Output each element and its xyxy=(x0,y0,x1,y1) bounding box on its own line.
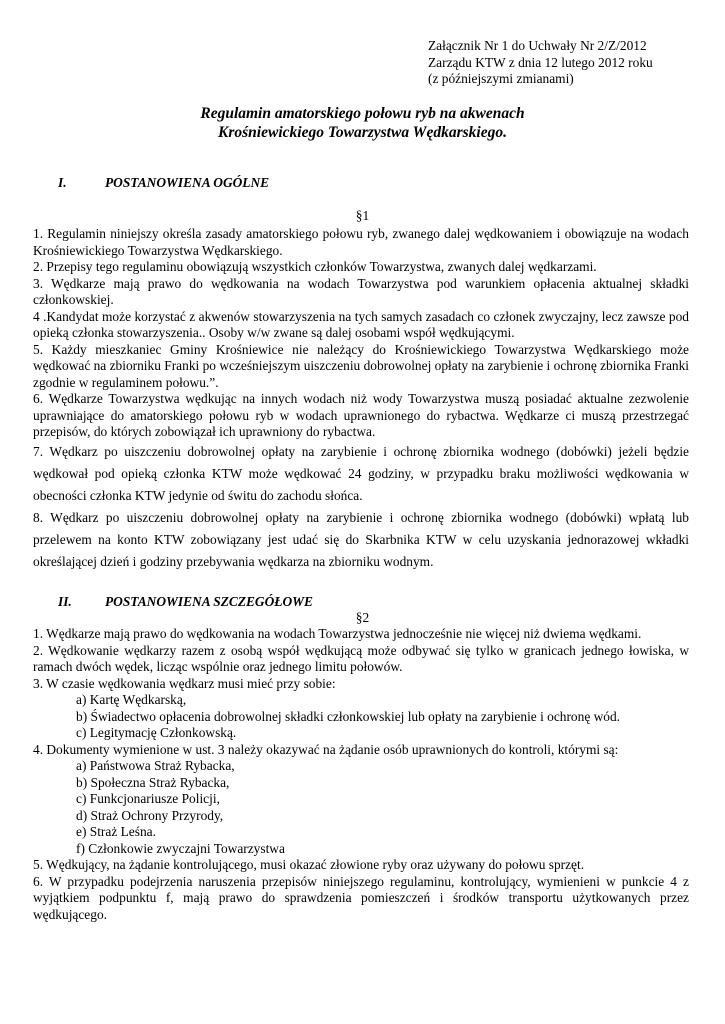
section-title: POSTANOWIENA SZCZEGÓŁOWE xyxy=(105,594,313,609)
list-item: 1. Wędkarze mają prawo do wędkowania na wodach Towarzystwa jednocześnie nie więcej niż dwiema wędkami. xyxy=(33,626,642,641)
sub-list-item: a) Kartę Wędkarską, xyxy=(76,692,187,707)
sub-list-item: a) Państwowa Straż Rybacka, xyxy=(76,758,235,773)
list-item: 4. Dokumenty wymienione w ust. 3 należy okazywać na żądanie osób uprawnionych do kontroli, którymi są: xyxy=(33,741,619,757)
section-heading-general xyxy=(58,175,269,191)
list-item: 6. Wędkarze Towarzystwa wędkując na innych wodach niż wody Towarzystwa muszą posiadać aktualne zezwolenie uprawniające do amatorskiego połowu ryb w wodach uprawnionego do rybactwa. Wędkarze ci muszą przestrzegać przepisów, do których zobowiązał ich uprawniony do rybactwa. xyxy=(33,391,689,439)
list-item: 5. Każdy mieszkaniec Gminy Krośniewice nie należący do Krośniewickiego Towarzystwa Wędkarskiego może wędkować na zbiorniku Franki po wcześniejszym uiszczeniu dobrowolnej opłaty na zarybienie i ochronę zbiornika Franki zgodnie w regulaminem połowu.”. xyxy=(33,341,689,390)
list-item: 2. Przepisy tego regulaminu obowiązują wszystkich członków Towarzystwa, zwanych dalej wędkarzami. xyxy=(33,259,597,274)
attachment-line: (z późniejszymi zmianami) xyxy=(428,71,574,86)
sub-list-item: b) Świadectwo opłacenia dobrowolnej składki członkowskiej lub opłaty na zarybienie i ochronę wód. xyxy=(76,708,621,724)
paragraph-mark: §1 xyxy=(355,208,370,223)
document-title xyxy=(0,105,725,142)
attachment-line: Załącznik Nr 1 do Uchwały Nr 2/Z/2012 xyxy=(428,38,647,53)
section-number: I. xyxy=(58,175,67,190)
section-number: II. xyxy=(58,594,72,609)
list-item: 3. Wędkarze mają prawo do wędkowania na wodach Towarzystwa pod warunkiem opłacenia aktualnej składki członkowskiej. xyxy=(33,275,689,307)
attachment-note xyxy=(428,38,653,88)
sub-list-item: d) Straż Ochrony Przyrody, xyxy=(76,807,224,823)
list-item: 1. Regulamin niniejszy określa zasady amatorskiego połowu ryb, zwanego dalej wędkowaniem i obowiązuje na wodach Krośniewickiego Towarzystwa Wędkarskiego. xyxy=(33,226,689,258)
list-item: 8. Wędkarz po uiszczeniu dobrowolnej opłaty na zarybienie i ochronę zbiornika wodnego (dobówki) wpłatą lub przelewem na konto KTW zobowiązany jest udać się do Skarbnika KTW w celu uzyskania jednorazowej wkładki określającej dzień i godziny przebywania wędkarza na zbiorniku wodnym. xyxy=(33,509,689,569)
section-general-body xyxy=(33,226,689,573)
list-item: 4 .Kandydat może korzystać z akwenów stowarzyszenia na tych samych zasadach co członek zwyczajny, lecz zawsze pod opieką członka stowarzyszenia.. Osoby w/w zwane są dalej osobami współ wędkującymi. xyxy=(33,308,689,340)
list-item: 5. Wędkujący, na żądanie kontrolującego, musi okazać złowione ryby oraz używany do połowu sprzęt. xyxy=(33,857,585,872)
list-item: 3. W czasie wędkowania wędkarz musi mieć przy sobie: xyxy=(33,675,336,691)
section-title: POSTANOWIENA OGÓLNE xyxy=(105,175,270,190)
section-heading-detailed xyxy=(58,594,313,610)
section-detailed-body xyxy=(33,626,689,923)
list-item: 6. W przypadku podejrzenia naruszenia przepisów niniejszego regulaminu, kontrolujący, wymienieni w punkcie 4 z wyjątkiem podpunktu f, mają prawo do sprawdzenia pomieszczeń i środków transportu użytkowanych przez wędkującego. xyxy=(33,873,689,922)
sub-list-item: f) Członkowie zwyczajni Towarzystwa xyxy=(76,840,285,856)
list-item: 2. Wędkowanie wędkarzy razem z osobą współ wędkującą może odbywać się tylko w granicach jednego łowiska, w ramach dwóch wędek, licząc wspólnie oraz jednego limitu połowów. xyxy=(33,642,689,674)
attachment-line: Zarządu KTW z dnia 12 lutego 2012 roku xyxy=(428,54,653,70)
sub-list-item: c) Funkcjonariusze Policji, xyxy=(76,791,220,806)
sub-list-item: e) Straż Leśna. xyxy=(76,824,156,839)
sub-list-item: c) Legitymację Członkowską. xyxy=(76,725,237,740)
title-line: Regulamin amatorskiego połowu ryb na akwenach xyxy=(200,105,525,122)
paragraph-mark: §2 xyxy=(355,610,370,625)
list-item: 7. Wędkarz po uiszczeniu dobrowolnej opłaty na zarybienie i ochronę zbiornika wodnego (dobówki) jeżeli będzie wędkował pod opieką członka KTW może wędkować 24 godziny, w przypadku braku możliwości wędkowania w obecności członka KTW jedynie od świtu do zachodu słońca. xyxy=(33,443,689,503)
sub-list-item: b) Społeczna Straż Rybacka, xyxy=(76,774,230,790)
title-line: Krośniewickiego Towarzystwa Wędkarskiego. xyxy=(218,123,507,141)
